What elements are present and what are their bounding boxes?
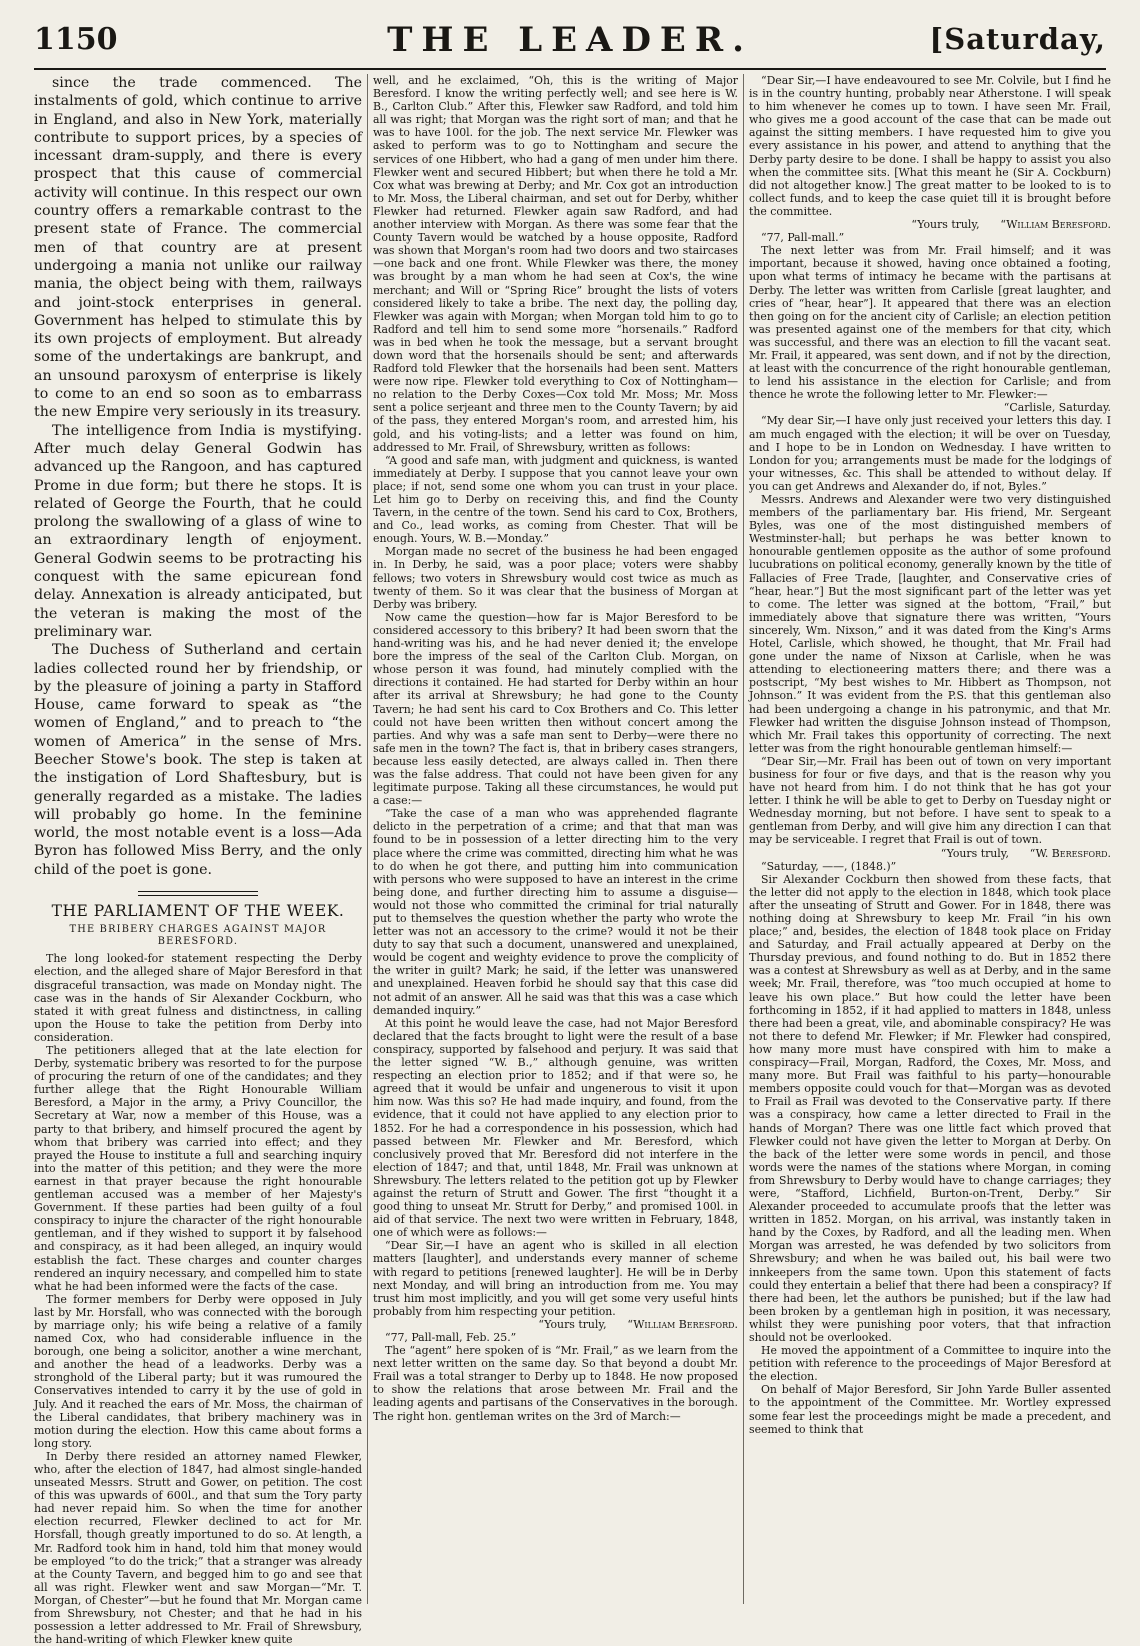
column-3 bbox=[749, 74, 1111, 1609]
header-rule bbox=[34, 68, 1106, 70]
masthead bbox=[34, 18, 1106, 68]
article-paragraph: On behalf of Major Beresford, Sir John Yarde Buller assented to the appointment of the Committee. Mr. Wortley expressed some fear lest the proceedings might be made a precedent, and seemed to think that bbox=[749, 1383, 1111, 1436]
sig-name: “W. Beresford. bbox=[1029, 846, 1111, 860]
article-paragraph: The long looked-for statement respecting the Derby election, and the alleged share of Major Beresford in that disgraceful transaction, was made on Monday night. The case was in the hands of Sir Alexander Cockburn, who stated it with great fulness and distinctness, in calling upon the House to take the petition from Derby into consideration. bbox=[34, 952, 362, 1044]
article-paragraph: Messrs. Andrews and Alexander were two very distinguished members of the parliamentary bar. His friend, Mr. Sergeant Byles, was one of the most distinguished members of Westminster-hall; but perhaps he was better known to honourable gentlemen opposite as the author of some profound lucubrations on political economy, generally known by the title of Fallacies of Free Trade, [laughter, and Conservative cries of “hear, hear.”] But the most significant part of the letter was yet to come. The letter was signed at the bottom, “Frail,” but immediately above that signature there was written, “Yours sincerely, Wm. Nixson,” and it was dated from the King's Arms Hotel, Carlisle, which showed, he thought, that Mr. Frail had gone under the name of Nixson at Carlisle, when he was attending to electioneering matters there; and there was a postscript, “My best wishes to Mr. Hibbert as Thompson, not Johnson.” It was evident from the P.S. that this gentleman also had been undergoing a change in his patronymic, and that Mr. Flewker had written the disguise Johnson instead of Thompson, which Mr. Frail takes this opportunity of correcting. The next letter was from the right honourable gentleman himself:— bbox=[749, 493, 1111, 755]
article-paragraph: Morgan made no secret of the business he had been engaged in. In Derby, he said, was a poor place; voters were shabby fellows; two voters in Shrewsbury would cost twice as much as twenty of them. So it was clear that the business of Morgan at Derby was bribery. bbox=[373, 545, 738, 611]
letter-signature bbox=[373, 1318, 738, 1331]
letter-place-date: “Carlisle, Saturday. bbox=[1003, 401, 1111, 415]
column-rule-1 bbox=[367, 74, 368, 1604]
column-2 bbox=[373, 74, 738, 1609]
paper-title: THE LEADER. bbox=[387, 20, 753, 60]
article-paragraph: The next letter was from Mr. Frail himself; and it was important, because it showed, having once obtained a footing, upon what terms of intimacy he became with the partisans at Derby. The letter was written from Carlisle [great laughter, and cries of “hear, hear”]. It appeared that there was an election then going on for the ancient city of Carlisle; an election petition was presented against one of the members for that city, which was successful, and there was an election to fill the vacant seat. Mr. Frail, it appeared, was sent down, and if not by the direction, at least with the concurrence of the right honourable gentleman, to lend his assistance in the election for Carlisle; and from thence he wrote the following letter to Mr. Flewker:— bbox=[749, 244, 1111, 402]
letter-address: “Saturday, ——, (1848.)” bbox=[761, 859, 897, 873]
quoted-passage: “Take the case of a man who was apprehended flagrante delicto in the perpetration of a crime; and that that man was found to be in possession of a letter directing him to the very place where the crime was committed, directing him what he was to do when he got there, and putting him into communication with persons who were supposed to have an interest in the crime being done, and further directing him to assume a disguise—would not those who committed the criminal for trial naturally put to themselves the question whether the party who wrote the letter was not an accessory to the crime? would it not be their duty to say that such a document, unanswered and unexplained, would be cogent and weighty evidence to prove the complicity of the writer in guilt? Mark; he said, if the letter was unanswered and unexplained. Heaven forbid he should say that this case did not admit of an answer. All he said was that this was a case which demanded inquiry.” bbox=[373, 807, 738, 1017]
sig-name: “William Beresford. bbox=[1000, 218, 1111, 232]
sig-closing: “Yours truly, bbox=[911, 218, 980, 232]
article-paragraph: The petitioners alleged that at the late election for Derby, systematic bribery was resorted to for the purpose of procuring the return of one of the candidates; and they further allege that the Right Honourable William Beresford, a Major in the army, a Privy Councillor, the Secretary at War, now a member of this House, was a party to that bribery, and himself procured the agent by whom that bribery was carried into effect; and they prayed the House to institute a full and searching inquiry into the matter of this petition; and they were the more earnest in that prayer because the right honourable gentleman accused was a member of her Majesty's Government. If these parties had been guilty of a foul conspiracy to injure the character of the right honourable gentleman, and if they wished to support it by falsehood and conspiracy, as it had been alleged, an inquiry would establish the fact. These charges and counter charges rendered an inquiry necessary, and compelled him to state what he had been informed were the facts of the case. bbox=[34, 1044, 362, 1293]
quoted-letter: “A good and safe man, with judgment and quickness, is wanted immediately at Derby. I suppose that you cannot leave your own place; if not, send some one whom you can trust in your place. Let him go to Derby on receiving this, and find the County Tavern, in the centre of the town. Send his card to Cox, Brothers, and Co., lead works, as coming from Chester. That will be enough. Yours, W. B.—Monday.” bbox=[373, 453, 738, 546]
issue-day: [Saturday, bbox=[929, 22, 1106, 56]
article-paragraph: He moved the appointment of a Committee to inquire into the petition with reference to the proceedings of Major Beresford at the election. bbox=[749, 1344, 1111, 1384]
article-paragraph: since the trade commenced. The instalments of gold, which continue to arrive in England, and also in New York, materially contribute to support prices, by a species of incessant dram-supply, and there is every prospect that this cause of commercial activity will continue. In this respect our own country offers a remarkable contrast to the present state of France. The commercial men of that country are at present undergoing a mania not unlike our railway mania, the object being with them, railways and joint-stock enterprises in general. Government has helped to stimulate this by its own projects of employment. But already some of the undertakings are bankrupt, and an unsound paroxysm of enterprise is likely to come to an end so soon as to embarrass the new Empire very seriously in its treasury. bbox=[34, 75, 362, 421]
sig-closing: “Yours truly, bbox=[538, 1317, 607, 1331]
page-number: 1150 bbox=[34, 22, 118, 57]
article-paragraph: The intelligence from India is mystifying. After much delay General Godwin has advanced up the Rangoon, and has captured Prome in due form; but there he stops. It is related of George the Fourth, that he could prolong the swallowing of a glass of wine to an extraordinary length of enjoyment. General Godwin seems to be protracting his conquest with the same epicurean fond delay. Annexation is already anticipated, but the veteran is making the most of the preliminary war. bbox=[34, 422, 362, 640]
letter-signature bbox=[749, 218, 1111, 231]
article-paragraph: At this point he would leave the case, had not Major Beresford declared that the facts brought to light were the result of a base conspiracy, supported by falsehood and perjury. It was said that the letter signed “W. B.,” although genuine, was written respecting an election prior to 1852; and if that were so, he agreed that it would be unfair and ungenerous to visit it upon him now. Was this so? He had made inquiry, and found, from the evidence, that it could not have applied to any election prior to 1852. For he had a correspondence in his possession, which had passed between Mr. Flewker and Mr. Beresford, which conclusively proved that Mr. Beresford did not interfere in the election of 1847; and that, until 1848, Mr. Frail was unknown at Shrewsbury. The letters related to the petition got up by Flewker against the return of Strutt and Gower. The first “thought it a good thing to unseat Mr. Strutt for Derby,” and promised 100l. in aid of that service. The next two were written in February, 1848, one of which were as follows:— bbox=[373, 1016, 738, 1240]
letter-signature bbox=[749, 847, 1111, 860]
sig-name: “William Beresford. bbox=[627, 1317, 738, 1331]
column-1 bbox=[34, 74, 362, 1646]
section-subtitle: THE BRIBERY CHARGES AGAINST MAJOR BERESFORD. bbox=[69, 924, 327, 948]
letter-address: “77, Pall-mall, Feb. 25.” bbox=[385, 1331, 517, 1344]
article-paragraph: The “agent” here spoken of is “Mr. Frail,” as we learn from the next letter written on the same day. So that beyond a doubt Mr. Frail was a total stranger to Derby up to 1848. He now proposed to show the relations that arose between Mr. Frail and the leading agents and partisans of the Conservatives in the borough. The right hon. gentleman writes on the 3rd of March:— bbox=[373, 1344, 738, 1423]
quoted-letter: “Dear Sir,—Mr. Frail has been out of town on very important business for four or five days, and that is the reason why you have not heard from him. I do not think that he has got your letter. I think he will be able to get to Derby on Tuesday night or Wednesday morning, but not before. I have sent to speak to a gentleman from Derby, and will give him any direction I can that may be serviceable. I regret that Frail is out of town. bbox=[749, 754, 1111, 847]
article-paragraph: The Duchess of Sutherland and certain ladies collected round her by friendship, or by the pleasure of joining a party in Stafford House, came forward to speak as “the women of England,” and to preach to “the women of America” in the sense of Mrs. Beecher Stowe's book. The step is taken at the instigation of Lord Shaftesbury, but is generally regarded as a mistake. The ladies will probably go home. In the feminine world, the most notable event is a loss—Ada Byron has followed Miss Berry, and the only child of the poet is gone. bbox=[34, 642, 362, 878]
letter-address: “77, Pall-mall.” bbox=[761, 231, 845, 245]
article-paragraph: Now came the question—how far is Major Beresford to be considered accessory to this bribery? It had been sworn that the hand-writing was his, and he had never denied it; the envelope bore the impress of the seal of the Carlton Club. Morgan, on whose person it was found, had minutely complied with the directions it contained. He had started for Derby within an hour after its arrival at Shrewsbury; he had gone to the County Tavern; he had sent his card to Cox Brothers and Co. This letter could not have been written then without concert among the parties. And why was a safe man sent to Derby—were there no safe men in the town? The fact is, that in bribery cases strangers, because less easily detected, are always called in. Then there was the false address. That could not have been given for any legitimate purpose. Taking all these circumstances, he would put a case:— bbox=[373, 610, 738, 808]
article-paragraph: The former members for Derby were opposed in July last by Mr. Horsfall, who was connected with the borough by marriage only; his wife being a relative of a family named Cox, who had considerable influence in the borough, one being a solicitor, another a wine merchant, and another the head of a leadworks. Derby was a stronghold of the Liberal party; but it was rumoured the Conservatives intended to carry it by the use of gold in July. And it reached the ears of Mr. Moss, the chairman of the Liberal candidates, that bribery machinery was in motion during the election. How this came about forms a long story. bbox=[34, 1292, 362, 1450]
article-paragraph: Sir Alexander Cockburn then showed from these facts, that the letter did not apply to the election in 1848, which took place after the unseating of Strutt and Gower. For in 1848, there was nothing doing at Shrewsbury to keep Mr. Frail “in his own place;” and, besides, the election of 1848 took place on Friday and Saturday, and Frail actually appeared at Derby on the Thursday previous, and found nothing to do. But in 1852 there was a contest at Shrewsbury as well as at Derby, and in the same week; Mr. Frail, therefore, was “too much occupied at home to leave his own place.” But how could the letter have been forthcoming in 1852, if it had applied to matters in 1848, unless there had been a great, vile, and abominable conspiracy? He was not there to defend Mr. Flewker; if Mr. Flewker had conspired, how many more must have conspired with him to make a conspiracy—Frail, Morgan, Radford, the Coxes, Mr. Moss, and many more. But Frail was faithful to his party—honourable members opposite could vouch for that—Morgan was as devoted to Frail as Frail was devoted to the Conservative party. If there was a conspiracy, how came a letter directed to Frail in the hands of Morgan? There was one little fact which proved that Flewker could not have given the letter to Morgan at Derby. On the back of the letter were some words in pencil, and those words were the names of the stations where Morgan, in coming from Shrewsbury to Derby would have to change carriages; they were, “Stafford, Lichfield, Burton-on-Trent, Derby.” Sir Alexander proceeded to accumulate proofs that the letter was written in 1852. Morgan, on his arrival, was instantly taken in hand by the Coxes, by Radford, and all the leading men. When Morgan was arrested, he was defended by two solicitors from Shrewsbury; and when he was bailed out, his bail were two innkeepers from the same town. Upon this statement of facts could they entertain a belief that there had been a conspiracy? If there had been, let the authors be punished; but if the law had been broken by a gentleman high in position, it was necessary, whilst they were punishing poor voters, that that infraction should not be overlooked. bbox=[749, 872, 1111, 1344]
quoted-letter: “My dear Sir,—I have only just received your letters this day. I am much engaged with the election; it will be over on Tuesday, and I hope to be in London on Wednesday. I have written to London for you; arrangements must be made for the lodgings of your witnesses, &c. This shall be attended to without delay. If you can get Andrews and Alexander do, if not, Byles.” bbox=[749, 414, 1111, 493]
article-paragraph: well, and he exclaimed, “Oh, this is the writing of Major Beresford. I know the writing perfectly well; and see here is W. B., Carlton Club.” After this, Flewker saw Radford, and told him all was right; that Morgan was the right sort of man; and that he was to have 100l. for the job. The next service Mr. Flewker was asked to perform was to go to Nottingham and secure the services of one Hibbert, who had a gang of men under him there. Flewker went and secured Hibbert; but when there he told a Mr. Cox what was brewing at Derby; and Mr. Cox got an introduction to Mr. Moss, the Liberal chairman, and set out for Derby, whither Flewker had returned. Flewker again saw Radford, and had another interview with Morgan. As there was some fear that the County Tavern would be watched by a house opposite, Radford was shown that Morgan's room had two doors and two staircases—one back and one front. While Flewker was there, the money was brought by a man whom he had seen at Cox's, the wine merchant; and Will or “Spring Rice” brought the lists of voters considered likely to take a bribe. The next day, the polling day, Flewker was again with Morgan; when Morgan told him to go to Radford and tell him to send some more “horsenails.” Radford was in bed when he took the message, but a servant brought down word that the horsenails should be sent; and afterwards Radford told Flewker that the horsenails had been sent. Matters were now ripe. Flewker told everything to Cox of Nottingham—no relation to the Derby Coxes—Cox told Mr. Moss; Mr. Moss sent a police serjeant and three men to the County Tavern; by aid of the pass, they entered Morgan's room, and arrested him, his gold, and his voting-lists; and a letter was found on him, addressed to Mr. Frail, of Shrewsbury, written as follows: bbox=[373, 74, 738, 454]
section-title: THE PARLIAMENT OF THE WEEK. bbox=[51, 902, 345, 921]
column-rule-2 bbox=[743, 74, 744, 1604]
article-paragraph: In Derby there resided an attorney named Flewker, who, after the election of 1847, had almost single-handed unseated Messrs. Strutt and Gower, on petition. The cost of this was upwards of 600l., and that sum the Tory party had never repaid him. So when the time for another election recurred, Flewker declined to act for Mr. Horsfall, though greatly importuned to do so. At length, a Mr. Radford took him in hand, told him that money would be employed “to do the trick;” that a stranger was already at the County Tavern, and begged him to go and see that all was right. Flewker went and saw Morgan—“Mr. T. Morgan, of Chester”—but he found that Mr. Morgan came from Shrewsbury, not Chester; and that he had in his possession a letter addressed to Mr. Frail of Shrewsbury, the hand-writing of which Flewker knew quite bbox=[34, 1449, 362, 1646]
section-divider bbox=[138, 891, 258, 892]
quoted-letter: “Dear Sir,—I have endeavoured to see Mr. Colvile, but I find he is in the country hunting, probably near Atherstone. I will speak to him whenever he comes up to town. I have seen Mr. Frail, who gives me a good account of the case that can be made out against the sitting members. I have requested him to give you every assistance in his power, and attend to anything that the Derby party desire to be done. I shall be happy to assist you also when the committee sits. [What this meant he (Sir A. Cockburn) did not altogether know.] The great matter to be looked to is to collect funds, and to keep the case quiet till it is brought before the committee. bbox=[749, 74, 1111, 218]
quoted-letter: “Dear Sir,—I have an agent who is skilled in all election matters [laughter], and understands every manner of scheme with regard to petitions [renewed laughter]. He will be in Derby next Monday, and will bring an introduction from me. You may trust him most implicitly, and you will get some very useful hints probably from him respecting your petition. bbox=[373, 1239, 738, 1318]
sig-closing: “Yours truly, bbox=[940, 846, 1009, 860]
section-divider bbox=[138, 895, 258, 896]
